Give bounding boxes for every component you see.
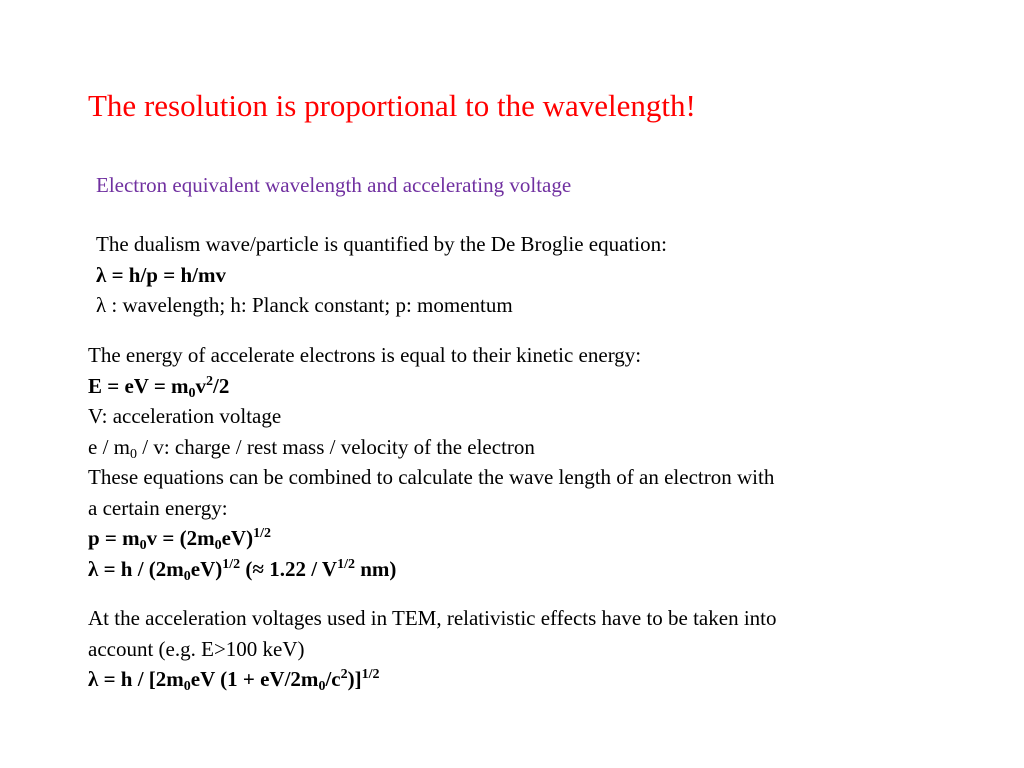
combined-text-line-1: These equations can be combined to calculate the wave length of an electron with [88, 465, 775, 489]
relativistic-text-line-1: At the acceleration voltages used in TEM, relativistic effects have to be taken into [88, 606, 777, 630]
combined-text-line-2: a certain energy: [88, 495, 228, 520]
lambda-eq-part: eV) [190, 556, 223, 581]
superscript-two: 2 [340, 667, 348, 682]
superscript-half: 1/2 [222, 556, 241, 572]
voltage-definition: V: acceleration voltage [88, 404, 282, 428]
slide-title: The resolution is proportional to the wavelength! [88, 88, 696, 123]
superscript-half: 1/2 [253, 526, 271, 541]
de-broglie-intro: The dualism wave/particle is quantified by the De Broglie equation: [96, 232, 667, 256]
charge-mass-definition [88, 432, 774, 463]
energy-eq-part: E = eV = m [88, 373, 189, 398]
relativistic-equation [88, 664, 777, 695]
lambda-eq-part: (≈ 1.22 / V [240, 556, 338, 581]
charge-def-part: e / m [88, 434, 130, 459]
rel-eq-part: λ = h / [2m [88, 667, 184, 691]
subscript-zero: 0 [318, 679, 326, 694]
subscript-zero: 0 [183, 568, 191, 584]
momentum-eq-part: p = m [88, 526, 140, 550]
slide-subtitle: Electron equivalent wavelength and accelerating voltage [96, 173, 572, 197]
rel-eq-part: eV (1 + eV/2m [190, 667, 319, 691]
kinetic-energy-section [88, 340, 774, 584]
energy-eq-part: v [195, 373, 207, 398]
relativistic-section [88, 603, 777, 695]
rel-eq-part: )] [347, 667, 362, 691]
superscript-half: 1/2 [361, 667, 380, 682]
energy-equation [88, 371, 774, 402]
de-broglie-section [96, 229, 667, 321]
lambda-eq-part: λ = h / (2m [88, 556, 184, 581]
subscript-zero: 0 [139, 538, 147, 553]
wavelength-equation [88, 554, 774, 585]
momentum-eq-part: eV) [221, 526, 254, 550]
subscript-zero: 0 [214, 538, 222, 553]
energy-eq-part: /2 [213, 373, 230, 398]
charge-def-part: / v: charge / rest mass / velocity of the electron [137, 434, 535, 459]
subscript-zero: 0 [183, 679, 191, 694]
subscript-zero: 0 [130, 446, 137, 462]
relativistic-text-line-2: account (e.g. E>100 keV) [88, 636, 305, 661]
rel-eq-part: /c [325, 667, 341, 691]
de-broglie-equation: λ = h/p = h/mv [96, 262, 226, 287]
subscript-zero: 0 [188, 385, 196, 401]
superscript-two: 2 [206, 373, 214, 389]
momentum-eq-part: v = (2m [146, 526, 215, 550]
de-broglie-legend: λ : wavelength; h: Planck constant; p: momentum [96, 293, 513, 317]
energy-intro: The energy of accelerate electrons is equal to their kinetic energy: [88, 343, 642, 367]
lambda-eq-part: nm) [354, 556, 397, 581]
momentum-equation [88, 523, 774, 554]
superscript-half: 1/2 [337, 556, 355, 572]
